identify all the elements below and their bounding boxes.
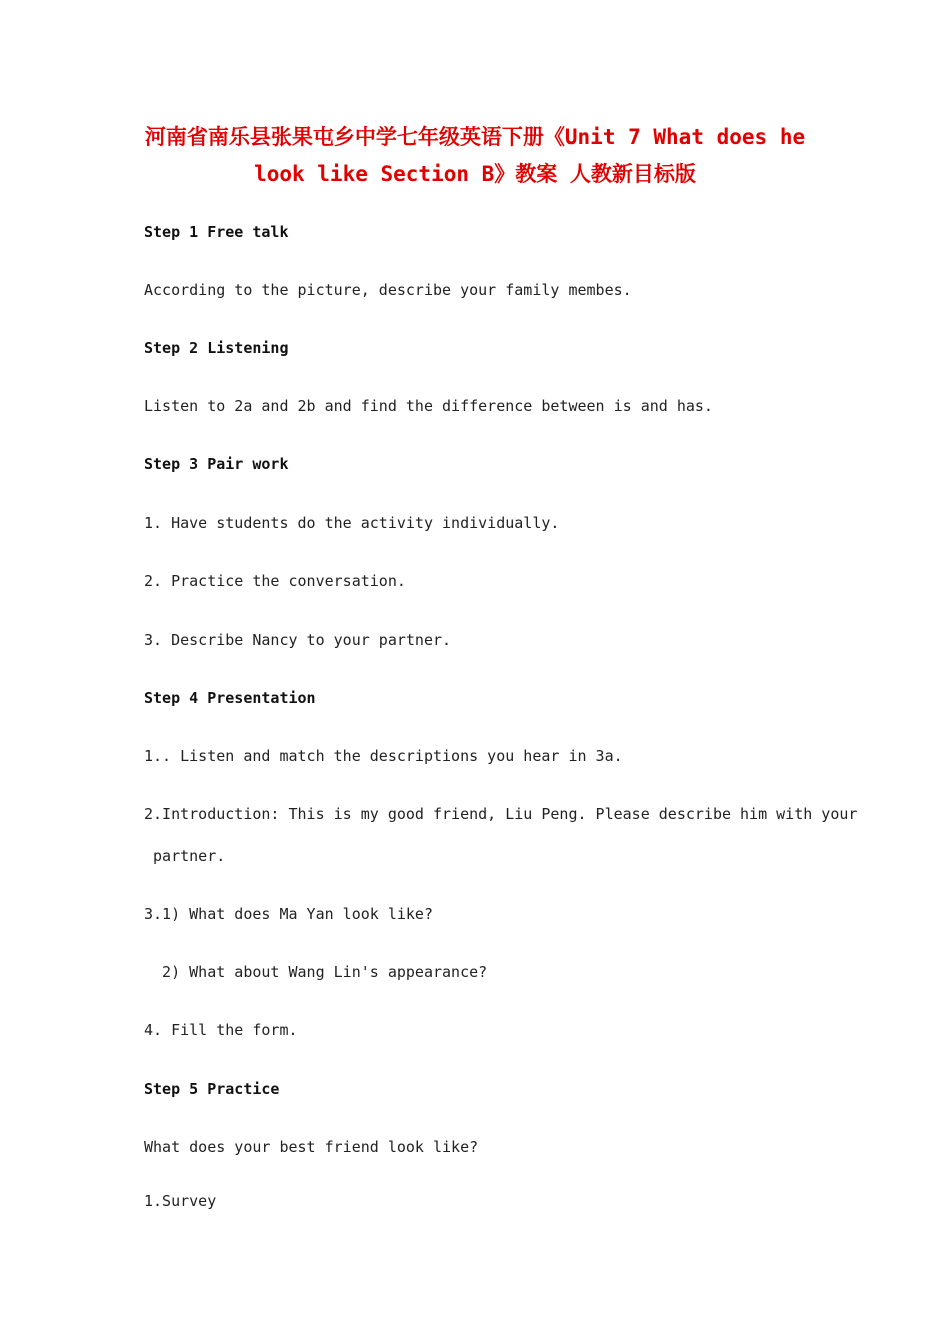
step-3-line-2: 2. Practice the conversation. [144,572,406,590]
step-5-line-2: 1.Survey [144,1192,217,1210]
step-3-line-3: 3. Describe Nancy to your partner. [144,631,452,649]
step-3-line-1: 1. Have students do the activity individually. [144,514,560,532]
step-4-line-2: 2.Introduction: This is my good friend, Liu Peng. Please describe him with your [144,805,858,823]
step-3-heading: Step 3 Pair work [144,455,289,473]
step-5-heading: Step 5 Practice [144,1080,280,1098]
step-1-heading: Step 1 Free talk [144,223,289,241]
step-4-line-1: 1.. Listen and match the descriptions you hear in 3a. [144,747,623,765]
step-2-heading: Step 2 Listening [144,339,289,357]
step-4-line-3: partner. [144,847,226,865]
step-4-line-6: 4. Fill the form. [144,1021,298,1039]
step-4-line-5: 2) What about Wang Lin's appearance? [144,963,488,981]
step-4-heading: Step 4 Presentation [144,689,316,707]
step-5-line-1: What does your best friend look like? [144,1138,479,1156]
step-1-line-1: According to the picture, describe your family membes. [144,281,632,299]
document-title: 河南省南乐县张果屯乡中学七年级英语下册《Unit 7 What does he look like Section B》教案 人教新目标版 [144,125,806,186]
step-4-line-4: 3.1) What does Ma Yan look like? [144,905,433,923]
step-2-line-1: Listen to 2a and 2b and find the difference between is and has. [144,397,713,415]
